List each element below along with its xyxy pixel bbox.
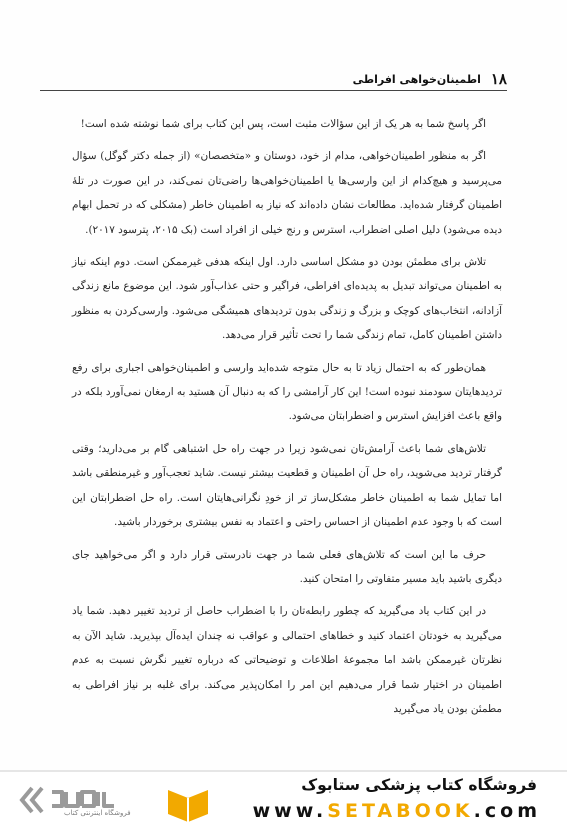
paragraph: اگر پاسخ شما به هر یک از این سؤالات مثبت است، پس این کتاب برای شما نوشته شده است! (80, 118, 486, 130)
footer-divider (0, 770, 567, 772)
store-name: فروشگاه کتاب پزشکی ستابوک (301, 776, 537, 794)
paragraph: همان‌طور که به احتمال زیاد تا به حال متوجه شده‌اید وارسی و اطمینان‌خواهی اجباری برای رفع تردیدهایتان سودمند نبوده است! این کار آرامشی را که به دنبال آن هستید به ارمغان نمی‌آورد بلکه در واقع باعث افزایش استرس و اضطرابتان می‌شود. (72, 361, 502, 423)
paragraph: در این کتاب یاد می‌گیرید که چطور رابطه‌تان را با اضطراب حاصل از تردید تغییر دهید. شما یاد می‌گیرید به خودتان اعتماد کنید و خطاهای احتمالی و عواقب نه چندان ایده‌آل بپذیرید. شاید الآن به نظرتان غیرممکن باشد اما مجموعهٔ اطلاعات و توضیحاتی که درباره تغییر نگرش نسبت به عدم اطمینان در اختیار شما قرار می‌دهیم این امر را امکان‌پذیر می‌کند. برای غلبه بر نیاز افراطی به مطمئن بودن یاد می‌گیرید (72, 605, 502, 715)
url-brand: SETABOOK (327, 800, 474, 822)
url-suffix: .com (473, 800, 541, 822)
setabook-logo (18, 778, 218, 824)
paragraph: تلاش برای مطمئن بودن دو مشکل اساسی دارد. اول اینکه هدفی غیرممکن است. دوم اینکه نیاز به اطمینان می‌تواند تبدیل به پدیده‌ای افراطی، فراگیر و حتی عذاب‌آور شود. این موضوع مانع زندگی آزادانه، انتخاب‌های کوچک و بزرگ و زندگی بدون تردیدهای همیشگی می‌شود. وارسی‌کردن به منظور داشتن اطمینان کامل، تمام زندگی شما را تحت تأثیر قرار می‌دهد. (72, 256, 502, 342)
store-footer (0, 770, 567, 831)
logo-caption: فروشگاه اینترنتی کتاب (64, 809, 131, 817)
url-prefix: www. (252, 800, 328, 822)
running-title: اطمینان‌خواهی افراطی (352, 72, 481, 86)
paragraph: تلاش‌های شما باعث آرامش‌تان نمی‌شود زیرا در جهت راه حل اشتباهی گام بر می‌دارید؛ وقتی گرفتار تردید می‌شوید، راه حل آن اطمینان و قطعیت بیشتر نیست. شاید تعجب‌آور و غیرمنطقی باشد اما تمایل شما به اطمینان خاطر مشکل‌ساز تر از خودِ نگرانی‌هایتان است. راه حل اضطرابتان این است که با وجود عدم اطمینان از احساس راحتی و اعتماد به نفس بیشتری برخوردار باشید. (72, 442, 502, 529)
paragraph: حرف ما این است که تلاش‌های فعلی شما در جهت نادرستی قرار دارد و اگر می‌خواهید جای دیگری باشید باید مسیر متفاوتی را امتحان کنید. (72, 548, 502, 585)
page-body (72, 112, 502, 721)
page-header (40, 68, 507, 91)
page-number: ۱۸ (490, 70, 507, 88)
paragraph: اگر به منظور اطمینان‌خواهی، مدام از خود، دوستان و «متخصصان» (از جمله دکتر گوگل) سؤال می‌پرسید و هیچ‌کدام از این وارسی‌ها یا اطمینان‌خواهی‌ها راضی‌تان نمی‌کند، در این صورت در تلهٔ اطمینان گرفتار شده‌اید. مطالعات نشان داده‌اند که نیاز به اطمینان خاطر (مشکلی که در تحمل ابهام دیده می‌شود) دلیل اصلی اضطراب، استرس و رنج خیلی از افراد است (بک ۲۰۱۵، پترسود ۲۰۱۷). (72, 150, 502, 236)
site-url[interactable] (253, 800, 541, 822)
